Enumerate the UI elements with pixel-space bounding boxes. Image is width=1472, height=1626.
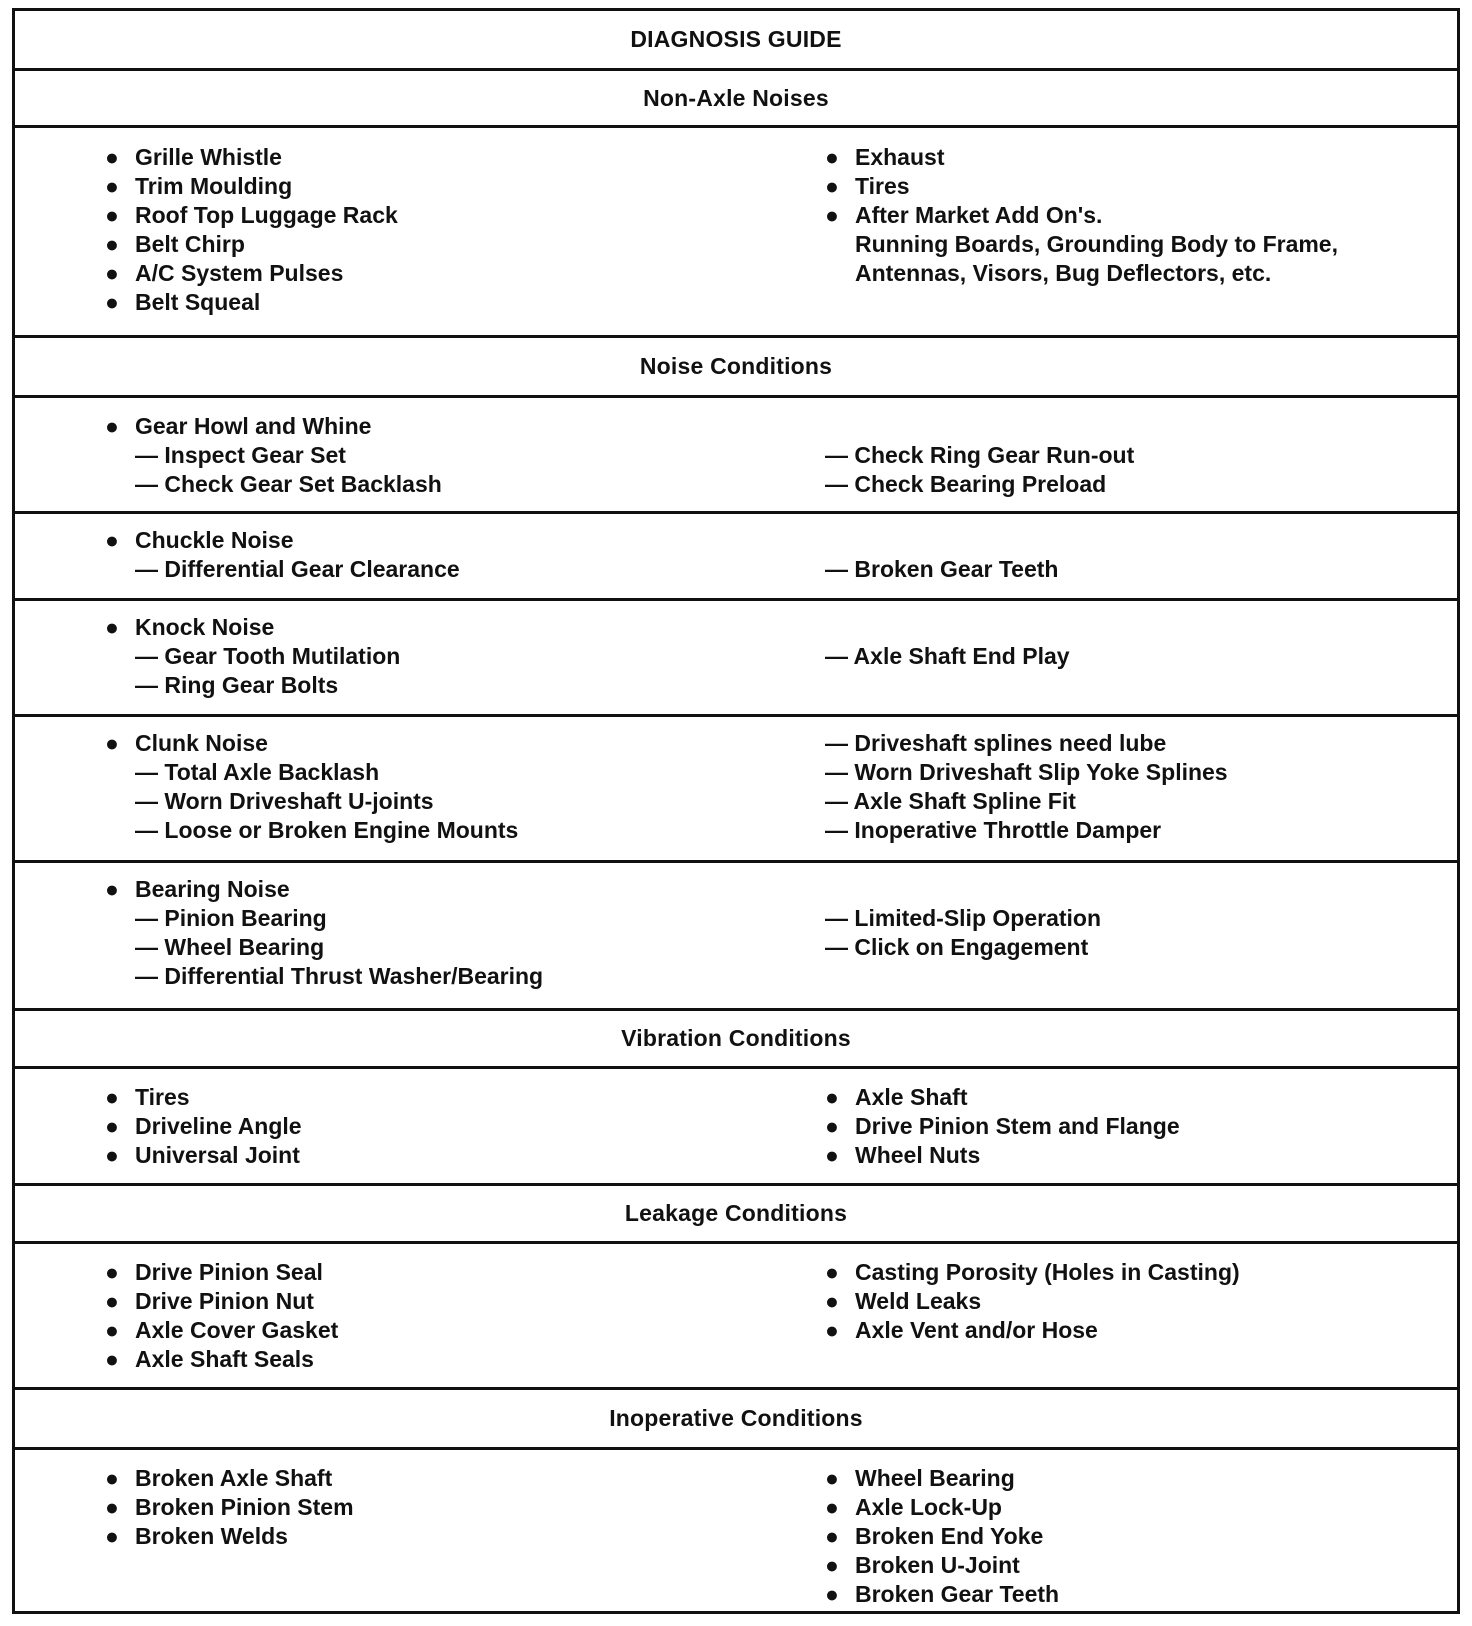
list-item-text: Belt Squeal: [135, 289, 261, 315]
bullet-icon: ●: [105, 1084, 119, 1110]
list-item: [105, 1464, 332, 1493]
list-item: [105, 1083, 190, 1112]
bullet-icon: ●: [105, 730, 119, 756]
list-item-text: Broken Axle Shaft: [135, 1465, 333, 1491]
bullet-icon: ●: [105, 527, 119, 553]
noise-clunk-group: [15, 717, 1457, 863]
section-heading-vibration: [15, 1011, 1457, 1069]
section-heading-leakage: [15, 1186, 1457, 1244]
sub-item: — Ring Gear Bolts: [135, 672, 339, 698]
list-item-text: A/C System Pulses: [135, 260, 344, 286]
sub-item: — Gear Tooth Mutilation: [135, 643, 401, 669]
table-title: [15, 11, 1457, 71]
list-item: [105, 172, 292, 201]
list-item: [105, 230, 245, 259]
bullet-icon: ●: [105, 1494, 119, 1520]
list-item: [825, 1141, 980, 1170]
bullet-icon: ●: [825, 1317, 839, 1343]
bullet-icon: ●: [825, 1494, 839, 1520]
sub-item: — Worn Driveshaft U-joints: [135, 788, 434, 814]
sub-item: — Driveshaft splines need lube: [825, 730, 1167, 756]
section-heading-leakage-text: Leakage Conditions: [624, 1200, 848, 1226]
list-item-text: Broken Welds: [135, 1523, 288, 1549]
list-item-text: Chuckle Noise: [135, 527, 294, 553]
list-item: [105, 1141, 300, 1170]
list-item: [105, 259, 343, 288]
sub-item: — Check Gear Set Backlash: [135, 471, 442, 497]
list-item: [105, 1287, 314, 1316]
list-item: [105, 875, 290, 904]
bullet-icon: ●: [825, 1113, 839, 1139]
list-item-text: Universal Joint: [135, 1142, 300, 1168]
bullet-icon: ●: [105, 1346, 119, 1372]
section-heading-inoperative-text: Inoperative Conditions: [609, 1405, 863, 1431]
bullet-icon: ●: [825, 1084, 839, 1110]
sub-item: — Loose or Broken Engine Mounts: [135, 817, 519, 843]
list-item: [105, 412, 371, 441]
bullet-icon: ●: [825, 1523, 839, 1549]
list-item: [105, 288, 260, 317]
section-heading-noise: [15, 338, 1457, 398]
sub-item: — Differential Thrust Washer/Bearing: [135, 963, 544, 989]
bullet-icon: ●: [825, 1142, 839, 1168]
sub-item: — Worn Driveshaft Slip Yoke Splines: [825, 759, 1228, 785]
sub-item: — Limited-Slip Operation: [825, 905, 1102, 931]
list-item: [825, 1287, 981, 1316]
list-item: [105, 1258, 323, 1287]
list-item: [105, 1112, 302, 1141]
list-item-text: Weld Leaks: [855, 1288, 982, 1314]
bullet-icon: ●: [105, 1465, 119, 1491]
list-item: [105, 729, 268, 758]
section-heading-non-axle: [15, 71, 1457, 128]
list-item: [825, 201, 1102, 230]
list-item: [825, 1551, 1020, 1580]
bullet-icon: ●: [825, 1288, 839, 1314]
list-item-text: Bearing Noise: [135, 876, 290, 902]
noise-knock-group: [15, 601, 1457, 717]
section-heading-inoperative: [15, 1390, 1457, 1450]
list-item-text: Knock Noise: [135, 614, 275, 640]
bullet-icon: ●: [105, 173, 119, 199]
list-item-text: Drive Pinion Nut: [135, 1288, 314, 1314]
bullet-icon: ●: [105, 289, 119, 315]
list-item-text: Broken Pinion Stem: [135, 1494, 354, 1520]
list-item: [105, 1316, 338, 1345]
list-item: [825, 1258, 1240, 1287]
bullet-icon: ●: [105, 413, 119, 439]
bullet-icon: ●: [825, 1259, 839, 1285]
noise-chuckle-group: [15, 514, 1457, 601]
list-item-text: Clunk Noise: [135, 730, 268, 756]
sub-item: — Differential Gear Clearance: [135, 556, 460, 582]
list-item-text: Axle Cover Gasket: [135, 1317, 339, 1343]
list-item-text: Tires: [855, 173, 910, 199]
sub-item: — Axle Shaft Spline Fit: [825, 788, 1076, 814]
sub-item: — Wheel Bearing: [135, 934, 325, 960]
list-item: [825, 1580, 1059, 1609]
bullet-icon: ●: [105, 1317, 119, 1343]
bullet-icon: ●: [105, 1113, 119, 1139]
sub-item: — Pinion Bearing: [135, 905, 327, 931]
list-item: [105, 201, 398, 230]
list-item: [105, 1522, 288, 1551]
list-item-continuation: Antennas, Visors, Bug Deflectors, etc.: [855, 260, 1272, 286]
list-item-text: Belt Chirp: [135, 231, 245, 257]
section-heading-non-axle-text: Non-Axle Noises: [643, 84, 829, 111]
list-item-text: Trim Moulding: [135, 173, 293, 199]
section-vibration: [15, 1069, 1457, 1186]
list-item-text: Axle Shaft Seals: [135, 1346, 314, 1372]
list-item-text: Wheel Bearing: [855, 1465, 1015, 1491]
sub-item: — Click on Engagement: [825, 934, 1089, 960]
list-item-text: Drive Pinion Seal: [135, 1259, 323, 1285]
list-item: [825, 1112, 1180, 1141]
bullet-icon: ●: [105, 614, 119, 640]
list-item: [105, 1493, 354, 1522]
list-item: [105, 526, 294, 555]
sub-item: — Check Bearing Preload: [825, 471, 1107, 497]
list-item: [825, 1316, 1098, 1345]
sub-item: — Inspect Gear Set: [135, 442, 346, 468]
bullet-icon: ●: [825, 202, 839, 228]
section-inoperative: [15, 1450, 1457, 1611]
noise-bearing-group: [15, 863, 1457, 1011]
list-item-text: Tires: [135, 1084, 190, 1110]
list-item: [825, 1464, 1015, 1493]
section-heading-vibration-text: Vibration Conditions: [621, 1025, 851, 1051]
list-item: [105, 1345, 314, 1374]
list-item: [825, 1493, 1002, 1522]
list-item: [105, 613, 274, 642]
bullet-icon: ●: [825, 1581, 839, 1607]
section-non-axle: [15, 128, 1457, 338]
list-item-text: Axle Lock-Up: [855, 1494, 1002, 1520]
bullet-icon: ●: [825, 144, 839, 170]
section-heading-noise-text: Noise Conditions: [639, 353, 833, 379]
list-item-text: Casting Porosity (Holes in Casting): [855, 1259, 1240, 1285]
sub-item: — Inoperative Throttle Damper: [825, 817, 1162, 843]
list-item-text: After Market Add On's.: [855, 202, 1103, 228]
list-item-text: Broken Gear Teeth: [855, 1581, 1060, 1607]
section-leakage: [15, 1244, 1457, 1390]
list-item-text: Wheel Nuts: [855, 1142, 981, 1168]
list-item-text: Gear Howl and Whine: [135, 413, 372, 439]
list-item-text: Grille Whistle: [135, 144, 282, 170]
bullet-icon: ●: [105, 144, 119, 170]
list-item-text: Broken End Yoke: [855, 1523, 1044, 1549]
bullet-icon: ●: [105, 260, 119, 286]
bullet-icon: ●: [825, 1465, 839, 1491]
list-item: [825, 143, 944, 172]
bullet-icon: ●: [105, 202, 119, 228]
diagnosis-guide-table: [12, 8, 1460, 1614]
list-item-text: Axle Vent and/or Hose: [855, 1317, 1098, 1343]
sub-item: — Check Ring Gear Run-out: [825, 442, 1135, 468]
list-item-text: Axle Shaft: [855, 1084, 968, 1110]
bullet-icon: ●: [105, 1288, 119, 1314]
list-item: [825, 172, 910, 201]
list-item-text: Driveline Angle: [135, 1113, 302, 1139]
list-item-text: Broken U-Joint: [855, 1552, 1020, 1578]
list-item: [825, 1083, 967, 1112]
bullet-icon: ●: [825, 173, 839, 199]
bullet-icon: ●: [105, 1259, 119, 1285]
bullet-icon: ●: [105, 1142, 119, 1168]
sub-item: — Axle Shaft End Play: [825, 643, 1070, 669]
sub-item: — Broken Gear Teeth: [825, 556, 1059, 582]
list-item: [825, 1522, 1043, 1551]
bullet-icon: ●: [825, 1552, 839, 1578]
bullet-icon: ●: [105, 876, 119, 902]
list-item-text: Drive Pinion Stem and Flange: [855, 1113, 1180, 1139]
list-item: [105, 143, 282, 172]
list-item-text: Exhaust: [855, 144, 945, 170]
table-title-text: DIAGNOSIS GUIDE: [630, 26, 842, 52]
bullet-icon: ●: [105, 1523, 119, 1549]
bullet-icon: ●: [105, 231, 119, 257]
sub-item: — Total Axle Backlash: [135, 759, 380, 785]
list-item-text: Roof Top Luggage Rack: [135, 202, 398, 228]
noise-gear-howl-group: [15, 398, 1457, 514]
list-item-continuation: Running Boards, Grounding Body to Frame,: [855, 231, 1338, 257]
